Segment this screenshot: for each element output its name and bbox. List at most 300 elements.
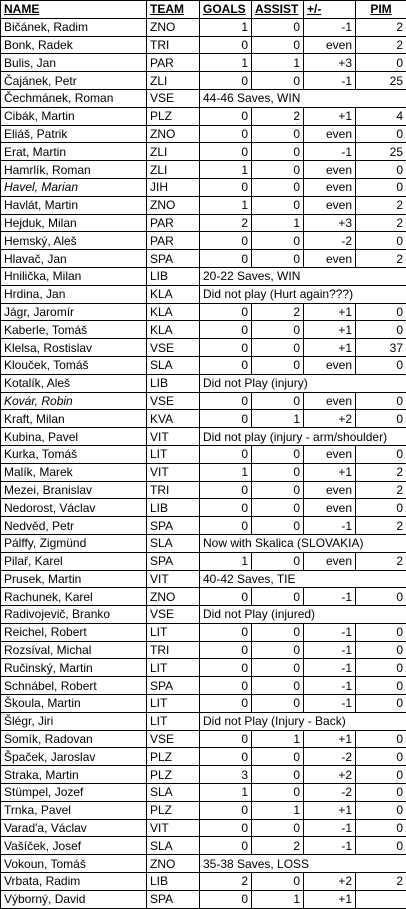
note-cell: Did not Play (injury) [200, 374, 406, 392]
plusminus-cell: -1 [304, 837, 356, 855]
player-name-cell: Vrbata, Radim [1, 873, 147, 891]
assist-cell: 1 [252, 730, 304, 748]
assist-cell: 0 [252, 766, 304, 784]
plusminus-cell: even [304, 552, 356, 570]
plusminus-cell: +3 [304, 54, 356, 72]
goals-cell: 3 [200, 766, 252, 784]
pim-cell: 0 [356, 588, 406, 606]
goals-cell: 1 [200, 552, 252, 570]
plusminus-cell: even [304, 125, 356, 143]
player-name-cell: Cibák, Martin [1, 107, 147, 125]
goals-cell: 2 [200, 214, 252, 232]
table-row [1, 552, 406, 570]
assist-cell: 0 [252, 499, 304, 517]
team-cell: VSE [147, 89, 200, 107]
table-row [1, 588, 406, 606]
table-row [1, 232, 406, 250]
player-name-cell: Vokoun, Tomáš [1, 855, 147, 873]
team-cell: ZNO [147, 855, 200, 873]
plusminus-cell: even [304, 178, 356, 196]
team-cell: ZNO [147, 196, 200, 214]
pim-cell: 0 [356, 303, 406, 321]
player-name-cell: Klelsa, Rostislav [1, 339, 147, 357]
plusminus-cell: even [304, 392, 356, 410]
player-name-cell: Radivojevič, Branko [1, 606, 147, 624]
column-header-plusminus: +/- [304, 1, 356, 19]
goals-cell: 1 [200, 784, 252, 802]
table-row [1, 695, 406, 713]
team-cell: SLA [147, 837, 200, 855]
assist-cell: 0 [252, 695, 304, 713]
goals-cell: 0 [200, 517, 252, 535]
plusminus-cell: +1 [304, 463, 356, 481]
player-name-cell: Hlavač, Jan [1, 250, 147, 268]
column-header-pim: PIM [356, 1, 406, 19]
player-name-cell: Kovár, Robin [1, 392, 147, 410]
goals-cell: 1 [200, 463, 252, 481]
plusminus-cell: +1 [304, 339, 356, 357]
player-name-cell: Hnilička, Milan [1, 267, 147, 285]
pim-cell: 25 [356, 72, 406, 90]
player-name-cell: Čechmánek, Roman [1, 89, 147, 107]
assist-cell: 0 [252, 36, 304, 54]
player-name-cell: Rachunek, Karel [1, 588, 147, 606]
team-cell: TRI [147, 481, 200, 499]
goals-cell: 0 [200, 36, 252, 54]
pim-cell: 2 [356, 196, 406, 214]
team-cell: ZNO [147, 125, 200, 143]
goals-cell: 0 [200, 232, 252, 250]
assist-cell: 0 [252, 72, 304, 90]
pim-cell: 0 [356, 730, 406, 748]
table-row [1, 428, 406, 446]
plusminus-cell: +3 [304, 214, 356, 232]
goals-cell: 0 [200, 125, 252, 143]
player-name-cell: Pilař, Karel [1, 552, 147, 570]
table-row [1, 196, 406, 214]
table-row [1, 748, 406, 766]
pim-cell: 0 [356, 54, 406, 72]
note-cell: 20-22 Saves, WIN [200, 267, 406, 285]
goals-cell: 0 [200, 730, 252, 748]
player-name-cell: Kubina, Pavel [1, 428, 147, 446]
assist-cell: 1 [252, 410, 304, 428]
column-header-goals: GOALS [200, 1, 252, 19]
column-header-name: NAME [1, 1, 147, 19]
team-cell: KVA [147, 410, 200, 428]
table-row [1, 214, 406, 232]
assist-cell: 0 [252, 784, 304, 802]
pim-cell: 0 [356, 445, 406, 463]
table-row [1, 677, 406, 695]
team-cell: SLA [147, 356, 200, 374]
assist-cell: 0 [252, 339, 304, 357]
pim-cell: 2 [356, 36, 406, 54]
goals-cell: 0 [200, 588, 252, 606]
table-row [1, 463, 406, 481]
pim-cell: 0 [356, 695, 406, 713]
note-cell: Did not Play (Injury - Back) [200, 712, 406, 730]
pim-cell: 0 [356, 659, 406, 677]
team-cell: PAR [147, 214, 200, 232]
player-name-cell: Ručinský, Martin [1, 659, 147, 677]
plusminus-cell: -2 [304, 232, 356, 250]
team-cell: SPA [147, 250, 200, 268]
player-name-cell: Prusek, Martin [1, 570, 147, 588]
goals-cell: 0 [200, 392, 252, 410]
table-row [1, 54, 406, 72]
assist-cell: 0 [252, 481, 304, 499]
plusminus-cell: -2 [304, 784, 356, 802]
table-row [1, 321, 406, 339]
player-name-cell: Pálffy, Zigmünd [1, 534, 147, 552]
team-cell: VSE [147, 730, 200, 748]
player-name-cell: Mezei, Branislav [1, 481, 147, 499]
assist-cell: 0 [252, 623, 304, 641]
player-name-cell: Vašíček, Josef [1, 837, 147, 855]
team-cell: LIT [147, 659, 200, 677]
assist-cell: 0 [252, 196, 304, 214]
player-name-cell: Varad'a, Václav [1, 819, 147, 837]
table-row [1, 499, 406, 517]
goals-cell: 0 [200, 410, 252, 428]
assist-cell: 1 [252, 890, 304, 908]
pim-cell: 2 [356, 214, 406, 232]
team-cell: ZLI [147, 143, 200, 161]
goals-cell: 2 [200, 873, 252, 891]
pim-cell: 0 [356, 801, 406, 819]
table-row [1, 641, 406, 659]
pim-cell: 0 [356, 321, 406, 339]
goals-cell: 1 [200, 54, 252, 72]
table-row [1, 766, 406, 784]
table-row [1, 606, 406, 624]
team-cell: SLA [147, 784, 200, 802]
goals-cell: 0 [200, 72, 252, 90]
plusminus-cell: +1 [304, 730, 356, 748]
plusminus-cell: -1 [304, 695, 356, 713]
table-row [1, 392, 406, 410]
goals-cell: 0 [200, 321, 252, 339]
table-row [1, 339, 406, 357]
goals-cell: 1 [200, 161, 252, 179]
team-cell: PLZ [147, 766, 200, 784]
team-cell: KLA [147, 321, 200, 339]
player-name-cell: Kurka, Tomáš [1, 445, 147, 463]
player-name-cell: Bulis, Jan [1, 54, 147, 72]
goals-cell: 0 [200, 250, 252, 268]
team-cell: JIH [147, 178, 200, 196]
plusminus-cell: +1 [304, 890, 356, 908]
team-cell: VSE [147, 339, 200, 357]
table-row [1, 125, 406, 143]
goals-cell: 0 [200, 890, 252, 908]
player-name-cell: Rozsíval, Michal [1, 641, 147, 659]
goals-cell: 0 [200, 339, 252, 357]
pim-cell: 0 [356, 677, 406, 695]
table-body [1, 18, 406, 908]
assist-cell: 0 [252, 250, 304, 268]
goals-cell: 0 [200, 695, 252, 713]
note-cell: Did not Play (injured) [200, 606, 406, 624]
table-row [1, 356, 406, 374]
pim-cell: 2 [356, 463, 406, 481]
goals-cell: 1 [200, 18, 252, 36]
table-row [1, 374, 406, 392]
team-cell: SPA [147, 552, 200, 570]
plusminus-cell: +1 [304, 801, 356, 819]
assist-cell: 0 [252, 517, 304, 535]
team-cell: KLA [147, 303, 200, 321]
goals-cell: 0 [200, 481, 252, 499]
goals-cell: 0 [200, 143, 252, 161]
goals-cell: 0 [200, 445, 252, 463]
team-cell: ZLI [147, 72, 200, 90]
goals-cell: 0 [200, 107, 252, 125]
pim-cell: 2 [356, 873, 406, 891]
plusminus-cell: +1 [304, 303, 356, 321]
player-name-cell: Kaberle, Tomáš [1, 321, 147, 339]
team-cell: PLZ [147, 801, 200, 819]
player-name-cell: Špaček, Jaroslav [1, 748, 147, 766]
player-name-cell: Somík, Radovan [1, 730, 147, 748]
table-row [1, 161, 406, 179]
table-row [1, 285, 406, 303]
goals-cell: 0 [200, 178, 252, 196]
team-cell: LIB [147, 873, 200, 891]
goals-cell: 0 [200, 837, 252, 855]
assist-cell: 0 [252, 748, 304, 766]
player-name-cell: Schnábel, Robert [1, 677, 147, 695]
plusminus-cell: even [304, 196, 356, 214]
player-name-cell: Havlát, Martin [1, 196, 147, 214]
plusminus-cell: -1 [304, 677, 356, 695]
player-name-cell: Šlégr, Jiri [1, 712, 147, 730]
goals-cell: 0 [200, 748, 252, 766]
player-name-cell: Havel, Marian [1, 178, 147, 196]
assist-cell: 0 [252, 463, 304, 481]
pim-cell: 0 [356, 178, 406, 196]
goals-cell: 0 [200, 303, 252, 321]
assist-cell: 2 [252, 303, 304, 321]
player-name-cell: Klouček, Tomáš [1, 356, 147, 374]
team-cell: VSE [147, 606, 200, 624]
player-name-cell: Nedvěd, Petr [1, 517, 147, 535]
pim-cell: 2 [356, 250, 406, 268]
player-name-cell: Stümpel, Jozef [1, 784, 147, 802]
team-cell: SLA [147, 534, 200, 552]
player-name-cell: Hrdina, Jan [1, 285, 147, 303]
assist-cell: 0 [252, 445, 304, 463]
table-row [1, 837, 406, 855]
header-row [1, 1, 406, 19]
note-cell: Now with Skalica (SLOVAKIA) [200, 534, 406, 552]
player-name-cell: Trnka, Pavel [1, 801, 147, 819]
assist-cell: 0 [252, 232, 304, 250]
pim-cell [356, 890, 406, 908]
pim-cell: 2 [356, 481, 406, 499]
table-row [1, 784, 406, 802]
team-cell: ZNO [147, 588, 200, 606]
pim-cell: 0 [356, 356, 406, 374]
goals-cell: 0 [200, 677, 252, 695]
table-row [1, 873, 406, 891]
note-cell: Did not play (injury - arm/shoulder) [200, 428, 406, 446]
plusminus-cell: even [304, 36, 356, 54]
player-name-cell: Nedorost, Václav [1, 499, 147, 517]
pim-cell: 0 [356, 837, 406, 855]
column-header-team: TEAM [147, 1, 200, 19]
pim-cell: 2 [356, 552, 406, 570]
assist-cell: 0 [252, 392, 304, 410]
note-cell: 44-46 Saves, WIN [200, 89, 406, 107]
assist-cell: 1 [252, 54, 304, 72]
table-row [1, 18, 406, 36]
table-row [1, 517, 406, 535]
plusminus-cell: +2 [304, 873, 356, 891]
table-row [1, 410, 406, 428]
goals-cell: 0 [200, 819, 252, 837]
goals-cell: 0 [200, 641, 252, 659]
pim-cell: 0 [356, 784, 406, 802]
table-row [1, 267, 406, 285]
pim-cell: 4 [356, 107, 406, 125]
plusminus-cell: -1 [304, 517, 356, 535]
team-cell: LIT [147, 445, 200, 463]
plusminus-cell: -1 [304, 588, 356, 606]
note-cell: 35-38 Saves, LOSS [200, 855, 406, 873]
player-name-cell: Bonk, Radek [1, 36, 147, 54]
note-cell: Did not play (Hurt again???) [200, 285, 406, 303]
table-row [1, 250, 406, 268]
table-row [1, 712, 406, 730]
player-name-cell: Erat, Martin [1, 143, 147, 161]
team-cell: TRI [147, 641, 200, 659]
team-cell: LIB [147, 374, 200, 392]
plusminus-cell: +1 [304, 107, 356, 125]
table-row [1, 623, 406, 641]
pim-cell: 0 [356, 392, 406, 410]
table-row [1, 89, 406, 107]
goals-cell: 0 [200, 356, 252, 374]
assist-cell: 1 [252, 214, 304, 232]
assist-cell: 0 [252, 659, 304, 677]
assist-cell: 0 [252, 819, 304, 837]
team-cell: VSE [147, 392, 200, 410]
pim-cell: 0 [356, 410, 406, 428]
table-row [1, 890, 406, 908]
team-cell: LIB [147, 499, 200, 517]
goals-cell: 1 [200, 196, 252, 214]
team-cell: ZNO [147, 18, 200, 36]
table-row [1, 178, 406, 196]
player-name-cell: Hemský, Aleš [1, 232, 147, 250]
assist-cell: 1 [252, 801, 304, 819]
plusminus-cell: -1 [304, 641, 356, 659]
assist-cell: 0 [252, 143, 304, 161]
table-row [1, 534, 406, 552]
plusminus-cell: -1 [304, 819, 356, 837]
assist-cell: 0 [252, 161, 304, 179]
assist-cell: 0 [252, 677, 304, 695]
table-row [1, 570, 406, 588]
team-cell: LIT [147, 712, 200, 730]
pim-cell: 0 [356, 161, 406, 179]
assist-cell: 0 [252, 552, 304, 570]
team-cell: LIT [147, 623, 200, 641]
plusminus-cell: even [304, 499, 356, 517]
assist-cell: 0 [252, 321, 304, 339]
plusminus-cell: -1 [304, 659, 356, 677]
table-row [1, 855, 406, 873]
plusminus-cell: even [304, 481, 356, 499]
team-cell: LIT [147, 695, 200, 713]
table-row [1, 303, 406, 321]
assist-cell: 0 [252, 18, 304, 36]
team-cell: VIT [147, 819, 200, 837]
team-cell: VIT [147, 570, 200, 588]
player-name-cell: Straka, Martin [1, 766, 147, 784]
plusminus-cell: even [304, 250, 356, 268]
team-cell: PLZ [147, 107, 200, 125]
pim-cell: 0 [356, 641, 406, 659]
column-header-assist: ASSIST [252, 1, 304, 19]
team-cell: VIT [147, 463, 200, 481]
assist-cell: 2 [252, 837, 304, 855]
table-row [1, 801, 406, 819]
plusminus-cell: -1 [304, 18, 356, 36]
table-row [1, 481, 406, 499]
goals-cell: 0 [200, 659, 252, 677]
player-name-cell: Výborný, David [1, 890, 147, 908]
plusminus-cell: +2 [304, 766, 356, 784]
pim-cell: 0 [356, 499, 406, 517]
pim-cell: 0 [356, 623, 406, 641]
assist-cell: 0 [252, 641, 304, 659]
team-cell: ZLI [147, 161, 200, 179]
player-name-cell: Jágr, Jaromír [1, 303, 147, 321]
player-name-cell: Reichel, Robert [1, 623, 147, 641]
assist-cell: 0 [252, 588, 304, 606]
team-cell: LIB [147, 267, 200, 285]
player-name-cell: Malík, Marek [1, 463, 147, 481]
table-row [1, 36, 406, 54]
team-cell: SPA [147, 677, 200, 695]
table-row [1, 107, 406, 125]
player-name-cell: Čajánek, Petr [1, 72, 147, 90]
table-row [1, 659, 406, 677]
assist-cell: 0 [252, 356, 304, 374]
table-row [1, 445, 406, 463]
plusminus-cell: even [304, 161, 356, 179]
assist-cell: 0 [252, 873, 304, 891]
pim-cell: 0 [356, 766, 406, 784]
team-cell: SPA [147, 890, 200, 908]
pim-cell: 0 [356, 125, 406, 143]
table-row [1, 730, 406, 748]
team-cell: SPA [147, 517, 200, 535]
goals-cell: 0 [200, 499, 252, 517]
player-name-cell: Eliáš, Patrik [1, 125, 147, 143]
team-cell: PLZ [147, 748, 200, 766]
pim-cell: 25 [356, 143, 406, 161]
table-row [1, 819, 406, 837]
pim-cell: 2 [356, 517, 406, 535]
team-cell: VIT [147, 428, 200, 446]
table-row [1, 143, 406, 161]
player-name-cell: Kotalík, Aleš [1, 374, 147, 392]
table-row [1, 72, 406, 90]
